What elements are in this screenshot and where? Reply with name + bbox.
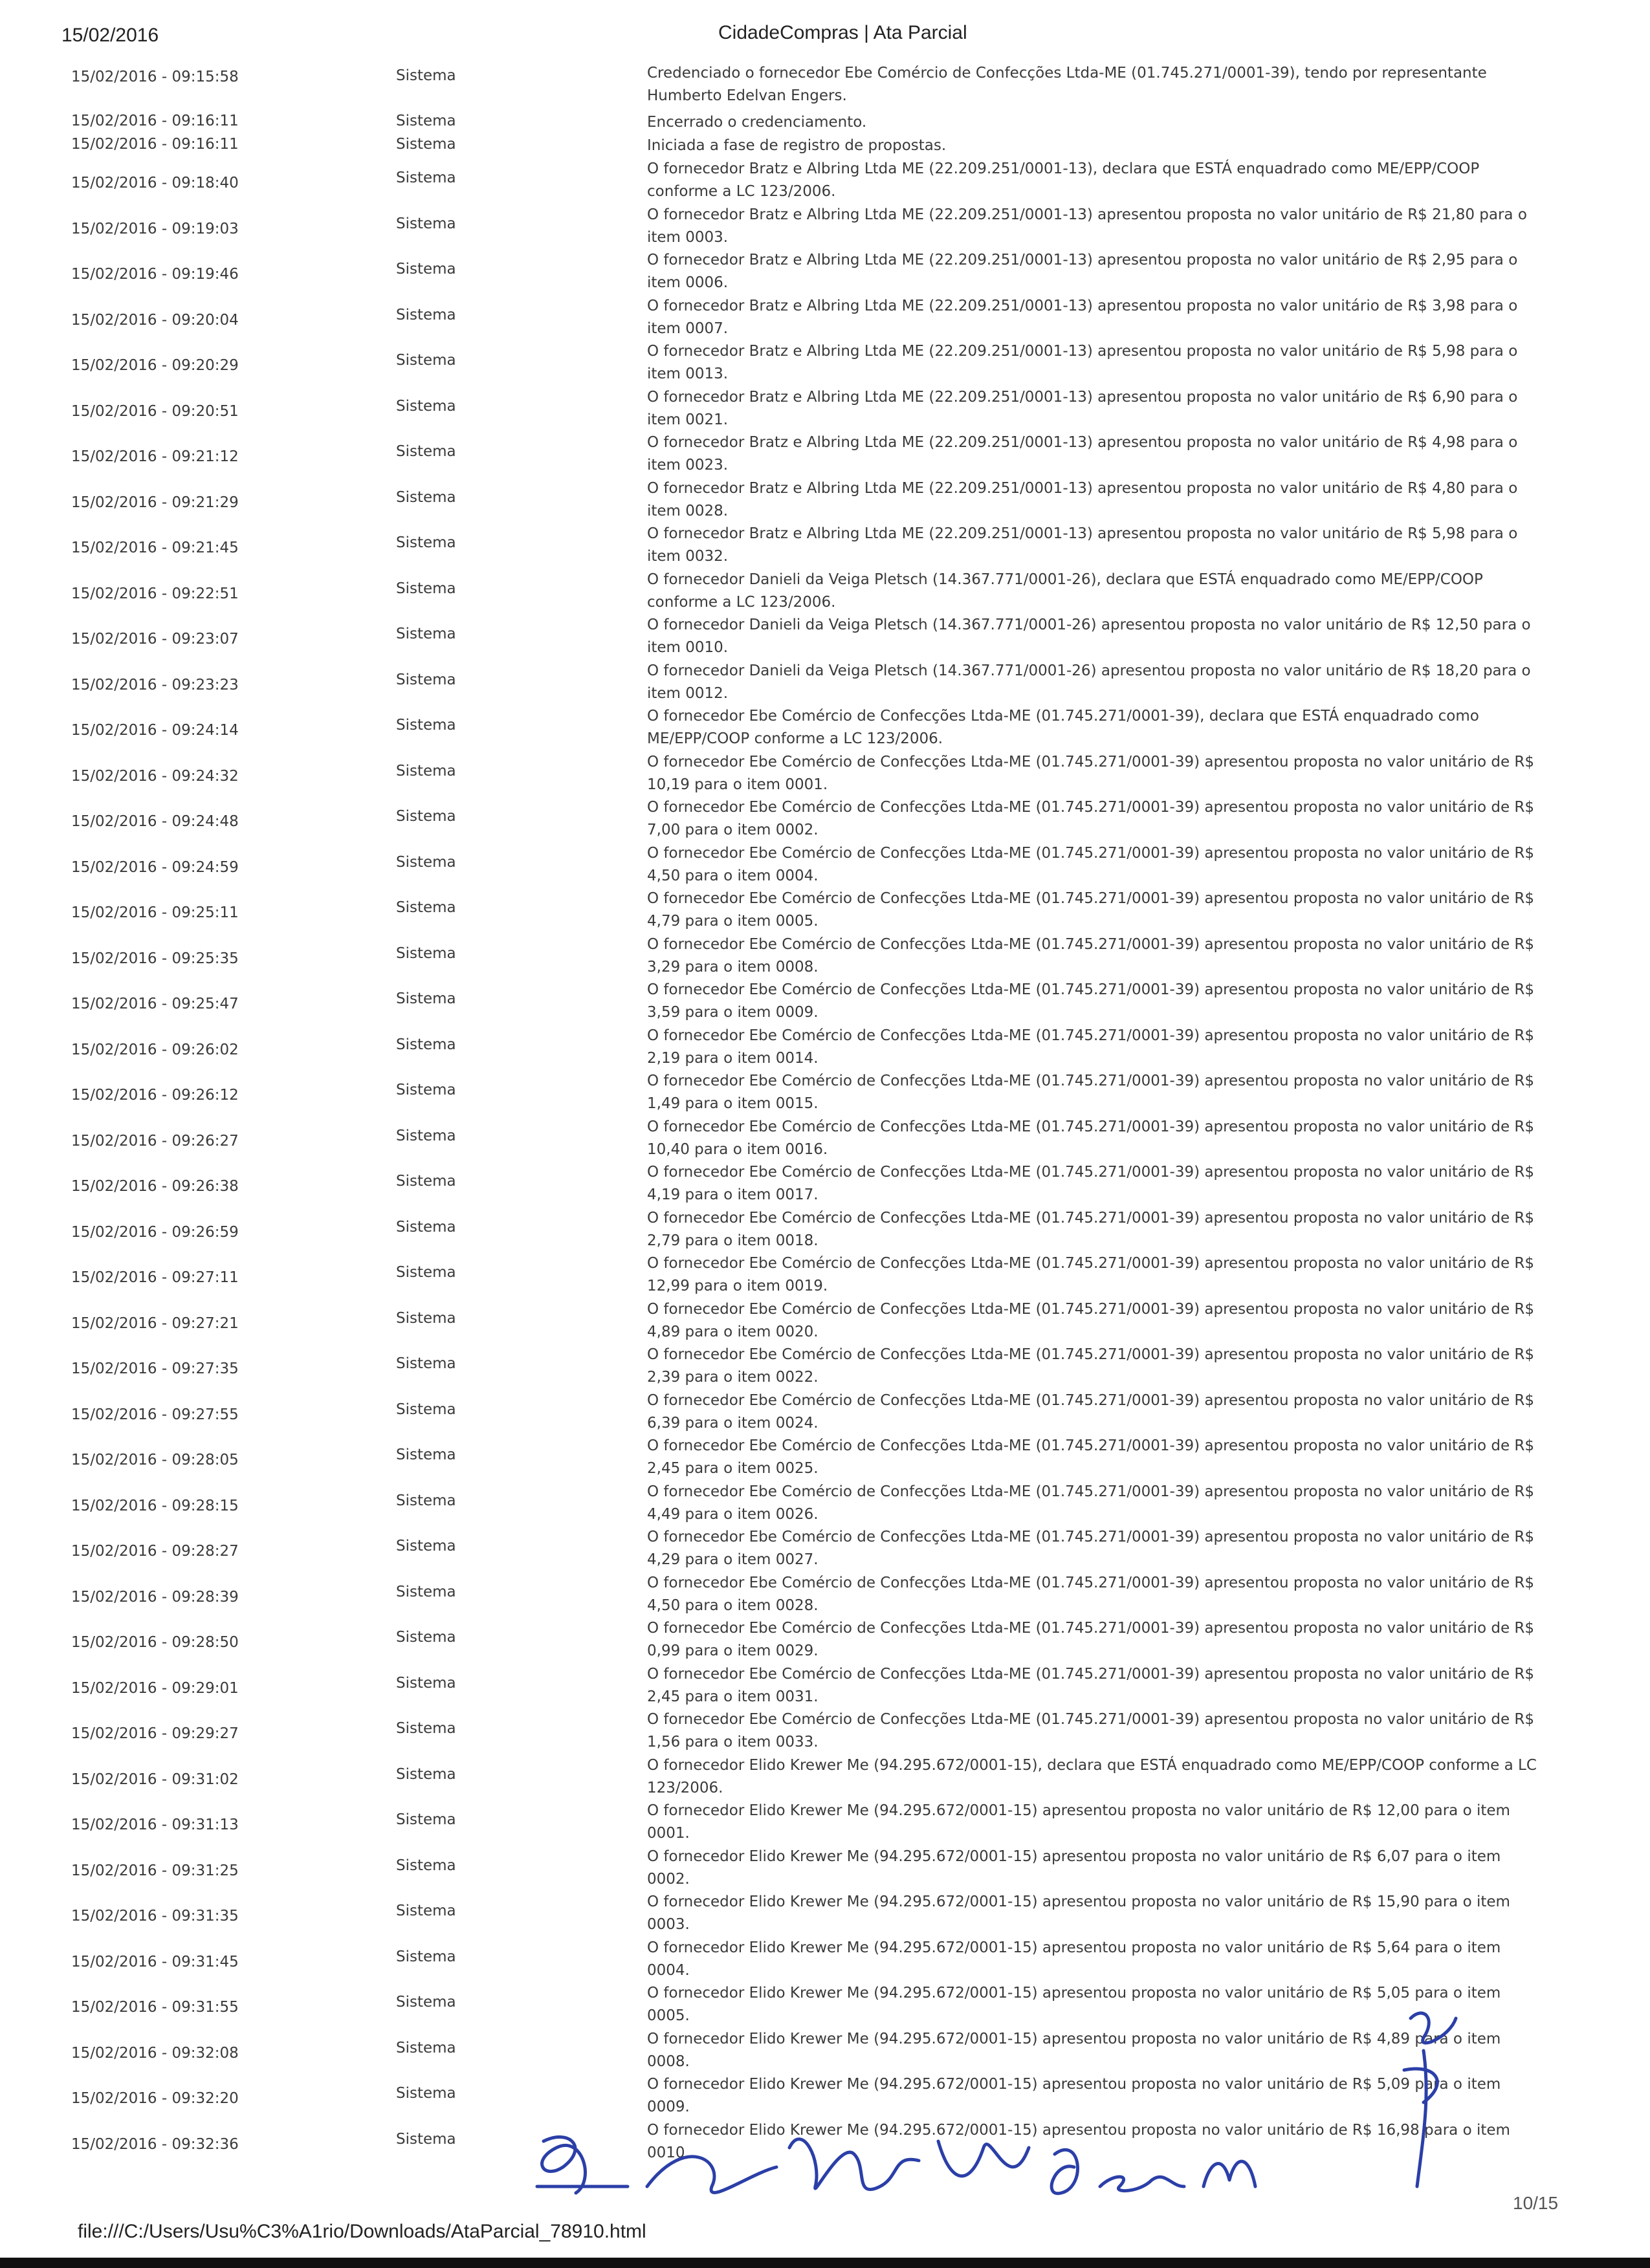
log-user: Sistema [396,1446,456,1463]
log-timestamp: 15/02/2016 - 09:28:27 [71,1543,239,1560]
log-timestamp: 15/02/2016 - 09:27:21 [71,1314,239,1332]
page-title: CidadeCompras | Ata Parcial [718,22,967,43]
log-message: O fornecedor Elido Krewer Me (94.295.672/0001-15) apresentou proposta no valor unitário de R$ 16,98 para o item 0010. [647,2121,1510,2161]
log-message: O fornecedor Danieli da Veiga Pletsch (14.367.771/0001-26), declara que ESTÁ enquadrado como ME/EPP/COOP conforme a LC 123/2006. [647,571,1483,611]
log-user: Sistema [396,944,456,962]
log-message: O fornecedor Ebe Comércio de Confecções Ltda-ME (01.745.271/0001-39) apresentou proposta no valor unitário de R$ 10,19 para o item 0001. [647,753,1535,793]
log-message: Credenciado o fornecedor Ebe Comércio de Confecções Ltda-ME (01.745.271/0001-39), tendo por representante Humberto Edelvan Engers. [647,65,1487,104]
log-row [0,1252,1650,1298]
log-row [0,523,1650,569]
log-user: Sistema [396,1948,456,1965]
log-row [0,135,1650,158]
log-row [0,1846,1650,1892]
log-timestamp: 15/02/2016 - 09:26:27 [71,1132,239,1150]
log-user: Sistema [396,2130,456,2148]
log-user: Sistema [396,1811,456,1828]
log-message: O fornecedor Bratz e Albring Ltda ME (22.209.251/0001-13) apresentou proposta no valor unitário de R$ 4,80 para o item 0028. [647,479,1518,519]
log-user: Sistema [396,671,456,688]
log-timestamp: 15/02/2016 - 09:20:51 [71,402,239,420]
log-message: O fornecedor Ebe Comércio de Confecções Ltda-ME (01.745.271/0001-39) apresentou proposta no valor unitário de R$ 7,00 para o item 0002. [647,799,1535,838]
log-timestamp: 15/02/2016 - 09:32:36 [71,2135,239,2153]
log-row [0,1390,1650,1435]
log-message: O fornecedor Ebe Comércio de Confecções Ltda-ME (01.745.271/0001-39) apresentou proposta no valor unitário de R$ 2,19 para o item 0014. [647,1027,1535,1067]
log-row [0,1161,1650,1207]
log-user: Sistema [396,1492,456,1509]
log-message: O fornecedor Elido Krewer Me (94.295.672/0001-15), declara que ESTÁ enquadrado como ME/EPP/COOP conforme a LC 123/2006. [647,1756,1537,1796]
log-timestamp: 15/02/2016 - 09:27:35 [71,1360,239,1377]
log-timestamp: 15/02/2016 - 09:23:23 [71,676,239,693]
log-message: O fornecedor Elido Krewer Me (94.295.672/0001-15) apresentou proposta no valor unitário de R$ 6,07 para o item 0002. [647,1848,1501,1888]
log-timestamp: 15/02/2016 - 09:21:45 [71,540,239,556]
log-timestamp: 15/02/2016 - 09:20:29 [71,357,239,374]
log-user: Sistema [396,1629,456,1646]
log-message: O fornecedor Bratz e Albring Ltda ME (22.209.251/0001-13) apresentou proposta no valor unitário de R$ 4,98 para o item 0023. [647,434,1518,474]
log-message: O fornecedor Ebe Comércio de Confecções Ltda-ME (01.745.271/0001-39) apresentou proposta no valor unitário de R$ 2,39 para o item 0022. [647,1346,1535,1386]
log-timestamp: 15/02/2016 - 09:19:46 [71,266,239,283]
log-user: Sistema [396,534,456,551]
log-timestamp: 15/02/2016 - 09:22:51 [71,585,239,602]
log-message: O fornecedor Ebe Comércio de Confecções Ltda-ME (01.745.271/0001-39) apresentou proposta no valor unitário de R$ 4,19 para o item 0017. [647,1164,1535,1203]
log-user: Sistema [396,853,456,871]
log-message: O fornecedor Ebe Comércio de Confecções Ltda-ME (01.745.271/0001-39) apresentou proposta no valor unitário de R$ 4,89 para o item 0020. [647,1300,1535,1340]
log-user: Sistema [396,1264,456,1281]
log-row [0,1617,1650,1663]
log-timestamp: 15/02/2016 - 09:23:07 [71,631,239,648]
log-user: Sistema [396,306,456,323]
log-message: Iniciada a fase de registro de propostas. [647,137,947,154]
log-row [0,249,1650,295]
log-user: Sistema [396,1127,456,1144]
log-user: Sistema [396,113,456,129]
log-row [0,751,1650,797]
log-row [0,1800,1650,1846]
log-message: O fornecedor Ebe Comércio de Confecções Ltda-ME (01.745.271/0001-39) apresentou proposta no valor unitário de R$ 1,56 para o item 0033. [647,1711,1535,1750]
log-row [0,796,1650,842]
log-timestamp: 15/02/2016 - 09:32:08 [71,2044,239,2062]
log-message: O fornecedor Danieli da Veiga Pletsch (14.367.771/0001-26) apresentou proposta no valor unitário de R$ 18,20 para o item 0012. [647,662,1531,702]
log-message: O fornecedor Ebe Comércio de Confecções Ltda-ME (01.745.271/0001-39) apresentou proposta no valor unitário de R$ 0,99 para o item 0029. [647,1620,1535,1659]
log-message: O fornecedor Ebe Comércio de Confecções Ltda-ME (01.745.271/0001-39) apresentou proposta no valor unitário de R$ 10,40 para o item 0016. [647,1118,1535,1158]
log-row [0,1526,1650,1572]
log-timestamp: 15/02/2016 - 09:31:55 [71,1999,239,2016]
log-user: Sistema [396,1583,456,1600]
log-user: Sistema [396,488,456,506]
log-row [0,1116,1650,1162]
log-timestamp: 15/02/2016 - 09:18:40 [71,175,239,191]
log-message: O fornecedor Ebe Comércio de Confecções Ltda-ME (01.745.271/0001-39) apresentou proposta no valor unitário de R$ 4,50 para o item 0004. [647,844,1535,884]
log-timestamp: 15/02/2016 - 09:21:29 [71,494,239,511]
log-user: Sistema [396,1538,456,1554]
log-timestamp: 15/02/2016 - 09:27:11 [71,1269,239,1286]
log-user: Sistema [396,1218,456,1236]
log-user: Sistema [396,397,456,415]
log-user: Sistema [396,1082,456,1098]
log-user: Sistema [396,1903,456,1919]
log-message: O fornecedor Bratz e Albring Ltda ME (22.209.251/0001-13) apresentou proposta no valor unitário de R$ 5,98 para o item 0013. [647,343,1518,382]
log-timestamp: 15/02/2016 - 09:24:14 [71,722,239,739]
event-log [0,62,1650,2164]
log-row [0,477,1650,523]
log-timestamp: 15/02/2016 - 09:26:59 [71,1223,239,1241]
log-user: Sistema [396,67,456,84]
log-timestamp: 15/02/2016 - 09:24:59 [71,858,239,876]
log-message: O fornecedor Bratz e Albring Ltda ME (22.209.251/0001-13) apresentou proposta no valor unitário de R$ 2,95 para o item 0006. [647,252,1518,291]
log-timestamp: 15/02/2016 - 09:31:25 [71,1862,239,1879]
log-row [0,888,1650,933]
log-user: Sistema [396,443,456,460]
log-row [0,614,1650,660]
log-row [0,1572,1650,1618]
log-message: O fornecedor Danieli da Veiga Pletsch (14.367.771/0001-26) apresentou proposta no valor unitário de R$ 12,50 para o item 0010. [647,616,1531,656]
log-timestamp: 15/02/2016 - 09:27:55 [71,1406,239,1423]
log-row [0,295,1650,341]
log-row [0,386,1650,432]
log-message: O fornecedor Ebe Comércio de Confecções Ltda-ME (01.745.271/0001-39) apresentou proposta no valor unitário de R$ 3,59 para o item 0009. [647,981,1535,1021]
log-timestamp: 15/02/2016 - 09:28:39 [71,1588,239,1606]
log-timestamp: 15/02/2016 - 09:20:04 [71,311,239,329]
log-message: O fornecedor Elido Krewer Me (94.295.672/0001-15) apresentou proposta no valor unitário de R$ 4,89 para o item 0008. [647,2030,1501,2070]
log-row [0,204,1650,250]
log-user: Sistema [396,169,456,186]
log-timestamp: 15/02/2016 - 09:25:35 [71,950,239,967]
log-message: O fornecedor Ebe Comércio de Confecções Ltda-ME (01.745.271/0001-39) apresentou proposta no valor unitário de R$ 2,45 para o item 0025. [647,1437,1535,1477]
log-message: O fornecedor Elido Krewer Me (94.295.672/0001-15) apresentou proposta no valor unitário de R$ 12,00 para o item 0001. [647,1802,1510,1842]
log-timestamp: 15/02/2016 - 09:28:50 [71,1634,239,1651]
log-timestamp: 15/02/2016 - 09:32:20 [71,2090,239,2107]
log-message: O fornecedor Ebe Comércio de Confecções Ltda-ME (01.745.271/0001-39) apresentou proposta no valor unitário de R$ 6,39 para o item 0024. [647,1391,1535,1432]
log-row [0,1754,1650,1800]
log-message: O fornecedor Elido Krewer Me (94.295.672/0001-15) apresentou proposta no valor unitário de R$ 5,05 para o item 0005. [647,1985,1501,2024]
log-message: O fornecedor Elido Krewer Me (94.295.672/0001-15) apresentou proposta no valor unitário de R$ 5,09 para o item 0009. [647,2076,1501,2115]
log-user: Sistema [396,1401,456,1418]
log-message: O fornecedor Ebe Comércio de Confecções Ltda-ME (01.745.271/0001-39) apresentou proposta no valor unitário de R$ 4,49 para o item 0026. [647,1483,1535,1523]
log-timestamp: 15/02/2016 - 09:16:11 [71,136,239,153]
log-timestamp: 15/02/2016 - 09:21:12 [71,448,239,465]
log-user: Sistema [396,1309,456,1327]
log-row [0,1435,1650,1481]
print-date: 15/02/2016 [61,25,159,46]
log-row [0,1070,1650,1116]
log-timestamp: 15/02/2016 - 09:25:47 [71,996,239,1012]
log-timestamp: 15/02/2016 - 09:24:48 [71,813,239,830]
log-row [0,569,1650,615]
log-message: O fornecedor Bratz e Albring Ltda ME (22.209.251/0001-13), declara que ESTÁ enquadrado como ME/EPP/COOP conforme a LC 123/2006. [647,160,1480,200]
log-message: Encerrado o credenciamento. [647,114,867,131]
log-row [0,1937,1650,1983]
log-timestamp: 15/02/2016 - 09:16:11 [71,113,239,129]
log-user: Sistema [396,1173,456,1190]
log-message: O fornecedor Ebe Comércio de Confecções Ltda-ME (01.745.271/0001-39) apresentou proposta no valor unitário de R$ 3,29 para o item 0008. [647,935,1535,976]
log-user: Sistema [396,1355,456,1372]
log-message: O fornecedor Bratz e Albring Ltda ME (22.209.251/0001-13) apresentou proposta no valor unitário de R$ 21,80 para o item 0003. [647,206,1527,246]
scan-edge [0,2258,1650,2268]
log-message: O fornecedor Ebe Comércio de Confecções Ltda-ME (01.745.271/0001-39) apresentou proposta no valor unitário de R$ 4,50 para o item 0028. [647,1574,1535,1614]
log-timestamp: 15/02/2016 - 09:19:03 [71,220,239,237]
log-row [0,660,1650,706]
log-row [0,933,1650,979]
log-row [0,340,1650,386]
log-user: Sistema [396,2085,456,2102]
log-message: O fornecedor Ebe Comércio de Confecções Ltda-ME (01.745.271/0001-39) apresentou proposta no valor unitário de R$ 12,99 para o item 0019. [647,1255,1535,1294]
log-timestamp: 15/02/2016 - 09:28:15 [71,1497,239,1514]
log-timestamp: 15/02/2016 - 09:25:11 [71,904,239,921]
log-message: O fornecedor Ebe Comércio de Confecções Ltda-ME (01.745.271/0001-39) apresentou proposta no valor unitário de R$ 1,49 para o item 0015. [647,1073,1535,1112]
log-user: Sistema [396,717,456,734]
log-user: Sistema [396,1720,456,1737]
log-message: O fornecedor Elido Krewer Me (94.295.672/0001-15) apresentou proposta no valor unitário de R$ 15,90 para o item 0003. [647,1893,1510,1933]
page-number: 10/15 [1513,2193,1559,2213]
log-timestamp: 15/02/2016 - 09:31:13 [71,1816,239,1833]
log-row [0,158,1650,204]
log-user: Sistema [396,626,456,642]
log-user: Sistema [396,762,456,780]
log-row [0,1663,1650,1709]
log-user: Sistema [396,1036,456,1053]
log-timestamp: 15/02/2016 - 09:28:05 [71,1452,239,1468]
log-user: Sistema [396,136,456,153]
log-user: Sistema [396,1674,456,1692]
log-user: Sistema [396,352,456,369]
log-user: Sistema [396,808,456,825]
log-message: O fornecedor Ebe Comércio de Confecções Ltda-ME (01.745.271/0001-39) apresentou proposta no valor unitário de R$ 2,45 para o item 0031. [647,1665,1535,1705]
log-user: Sistema [396,1857,456,1874]
log-row [0,705,1650,751]
log-message: O fornecedor Bratz e Albring Ltda ME (22.209.251/0001-13) apresentou proposta no valor unitário de R$ 6,90 para o item 0021. [647,388,1518,428]
log-row [0,1025,1650,1071]
log-message: O fornecedor Elido Krewer Me (94.295.672/0001-15) apresentou proposta no valor unitário de R$ 5,64 para o item 0004. [647,1939,1501,1979]
log-timestamp: 15/02/2016 - 09:26:38 [71,1178,239,1195]
handwritten-signatures [518,1992,1579,2238]
log-timestamp: 15/02/2016 - 09:26:02 [71,1041,239,1058]
log-timestamp: 15/02/2016 - 09:31:02 [71,1771,239,1788]
log-user: Sistema [396,1994,456,2011]
log-timestamp: 15/02/2016 - 09:31:45 [71,1953,239,1970]
log-timestamp: 15/02/2016 - 09:31:35 [71,1908,239,1925]
log-row [0,979,1650,1025]
log-row [0,1207,1650,1253]
log-timestamp: 15/02/2016 - 09:24:32 [71,767,239,785]
log-user: Sistema [396,990,456,1007]
log-row [0,1298,1650,1344]
log-row [0,1481,1650,1527]
log-timestamp: 15/02/2016 - 09:15:58 [71,69,239,85]
log-row [0,1891,1650,1937]
log-row [0,842,1650,888]
log-user: Sistema [396,899,456,916]
log-timestamp: 15/02/2016 - 09:26:12 [71,1087,239,1104]
log-row [0,62,1650,111]
log-message: O fornecedor Ebe Comércio de Confecções Ltda-ME (01.745.271/0001-39) apresentou proposta no valor unitário de R$ 4,79 para o item 0005. [647,890,1535,930]
log-row [0,1708,1650,1754]
log-message: O fornecedor Ebe Comércio de Confecções Ltda-ME (01.745.271/0001-39) apresentou proposta no valor unitário de R$ 4,29 para o item 0027. [647,1529,1535,1568]
file-path: file:///C:/Users/Usu%C3%A1rio/Downloads/AtaParcial_78910.html [78,2221,646,2242]
log-user: Sistema [396,2039,456,2056]
log-user: Sistema [396,580,456,597]
log-message: O fornecedor Ebe Comércio de Confecções Ltda-ME (01.745.271/0001-39), declara que ESTÁ enquadrado como ME/EPP/COOP conforme a LC 123/2006. [647,708,1479,747]
log-message: O fornecedor Bratz e Albring Ltda ME (22.209.251/0001-13) apresentou proposta no valor unitário de R$ 5,98 para o item 0032. [647,525,1518,565]
log-user: Sistema [396,261,456,278]
log-message: O fornecedor Bratz e Albring Ltda ME (22.209.251/0001-13) apresentou proposta no valor unitário de R$ 3,98 para o item 0007. [647,297,1518,337]
log-user: Sistema [396,215,456,232]
log-row [0,1344,1650,1390]
log-timestamp: 15/02/2016 - 09:29:27 [71,1725,239,1742]
log-user: Sistema [396,1765,456,1783]
log-row [0,431,1650,477]
log-timestamp: 15/02/2016 - 09:29:01 [71,1679,239,1697]
log-row [0,111,1650,135]
log-message: O fornecedor Ebe Comércio de Confecções Ltda-ME (01.745.271/0001-39) apresentou proposta no valor unitário de R$ 2,79 para o item 0018. [647,1209,1535,1249]
